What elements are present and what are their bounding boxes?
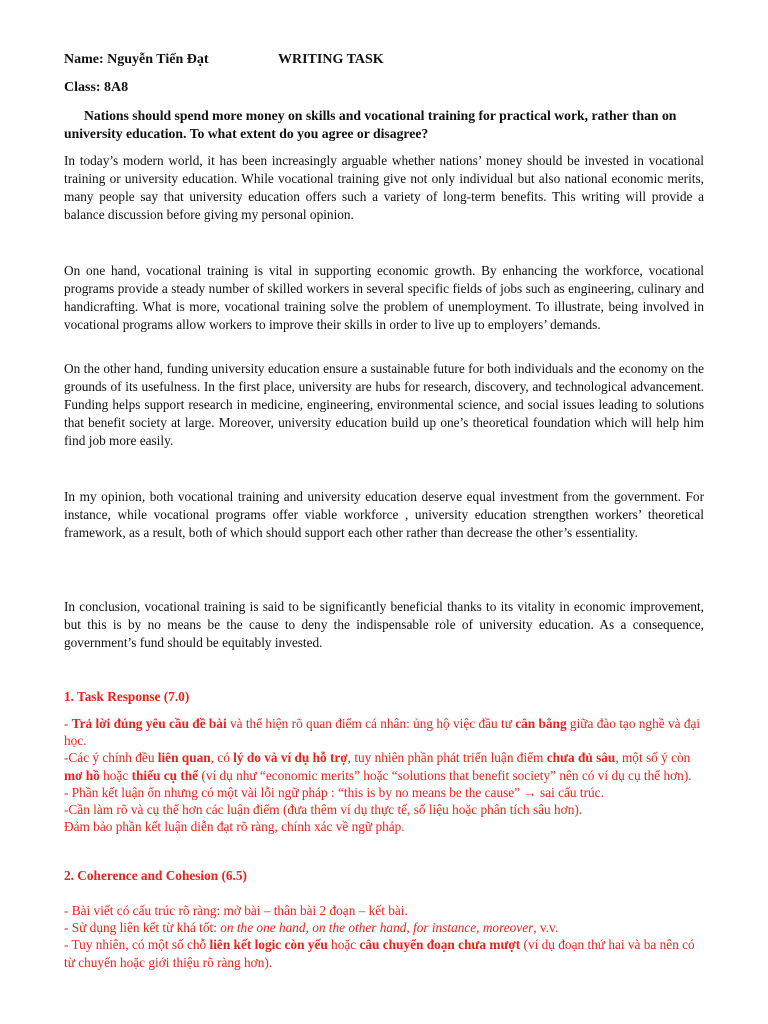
feedback-item: -Cần làm rõ và cụ thể hơn các luận điểm (đưa thêm ví dụ thực tế, số liệu hoặc phân tích sâu hơn). (64, 802, 583, 818)
feedback-item: - Trả lời đúng yêu cầu đề bài và thể hiện rõ quan điểm cá nhân: ủng hộ việc đầu tư cân bằng giữa đào tạo nghề và đại học. (64, 716, 701, 749)
essay-paragraph-body-1: On one hand, vocational training is vital in supporting economic growth. By enhancing the workforce, vocational programs provide a steady number of skilled workers in several specific fields of jobs such as engineering, culinary and handicrafting. What is more, vocational training solve the problem of unemployment. To illustrate, being involved in vocational programs allow workers to improve their skills in order to live up to employers’ demands. (64, 263, 704, 332)
essay-paragraph-body-2: On the other hand, funding university education ensure a sustainable future for both individuals and the economy on the grounds of its usefulness. In the first place, university are hubs for research, discovery, and technological advancement. Funding helps support research in medicine, engineering, environmental science, and social issues leading to solutions that benefit society at large. Moreover, university education build up one’s theoretical foundation which will help him find job more easily. (64, 361, 704, 448)
feedback-item: - Tuy nhiên, có một số chỗ liên kết logic còn yếu hoặc câu chuyển đoạn chưa mượt (ví dụ đoạn thứ hai và ba nên có từ chuyển hoặc giới thiệu rõ ràng hơn). (64, 937, 695, 970)
essay-paragraph-opinion: In my opinion, both vocational training and university education deserve equal investment from the government. For instance, while vocational programs offer viable workforce , university education strengthen workers’ theoretical framework, as a result, both of which should support each other rather than decrease the other’s essentiality. (64, 489, 704, 540)
essay-paragraph-conclusion: In conclusion, vocational training is said to be significantly beneficial thanks to its vitality in economic improvement, but this is by no means be the cause to deny the indispensable role of university education. As a consequence, government’s fund should be equitably invested. (64, 599, 704, 650)
feedback-item: - Phần kết luận ổn nhưng có một vài lỗi ngữ pháp : “this is by no means be the cause” → sai cấu trúc. (64, 784, 604, 800)
student-class: Class: 8A8 (64, 80, 129, 95)
essay-prompt: Nations should spend more money on skills and vocational training for practical work, rather than on university education. To what extent do you agree or disagree? (64, 108, 677, 141)
feedback-item: - Bài viết có cấu trúc rõ ràng: mở bài – thân bài 2 đoạn – kết bài. (64, 903, 408, 918)
feedback-coherence-heading: 2. Coherence and Cohesion (6.5) (64, 868, 247, 883)
essay-paragraph-intro: In today’s modern world, it has been increasingly arguable whether nations’ money should be invested in vocational training or university education. While vocational training give not only individual but also national economic merits, many people say that university education offers such a variety of long-term benefits. This writing will provide a balance discussion before giving my personal opinion. (64, 153, 704, 222)
task-title: WRITING TASK (278, 52, 384, 67)
feedback-item: Đảm bảo phần kết luận diễn đạt rõ ràng, chính xác về ngữ pháp. (64, 819, 405, 835)
feedback-coherence (64, 902, 704, 971)
feedback-task-response-heading: 1. Task Response (7.0) (64, 689, 190, 704)
student-name: Name: Nguyễn Tiến Đạt (64, 52, 209, 67)
feedback-item: -Các ý chính đều liên quan, có lý do và ví dụ hỗ trợ, tuy nhiên phần phát triển luận điểm chưa đủ sâu, một số ý còn mơ hồ hoặc thiếu cụ thể (ví dụ như “economic merits” hoặc “solutions that benefit society” nên có ví dụ cụ thể hơn). (64, 750, 692, 783)
feedback-item: - Sử dụng liên kết từ khá tốt: on the one hand, on the other hand, for instance, moreover, v.v. (64, 920, 559, 936)
feedback-task-response (64, 715, 704, 835)
